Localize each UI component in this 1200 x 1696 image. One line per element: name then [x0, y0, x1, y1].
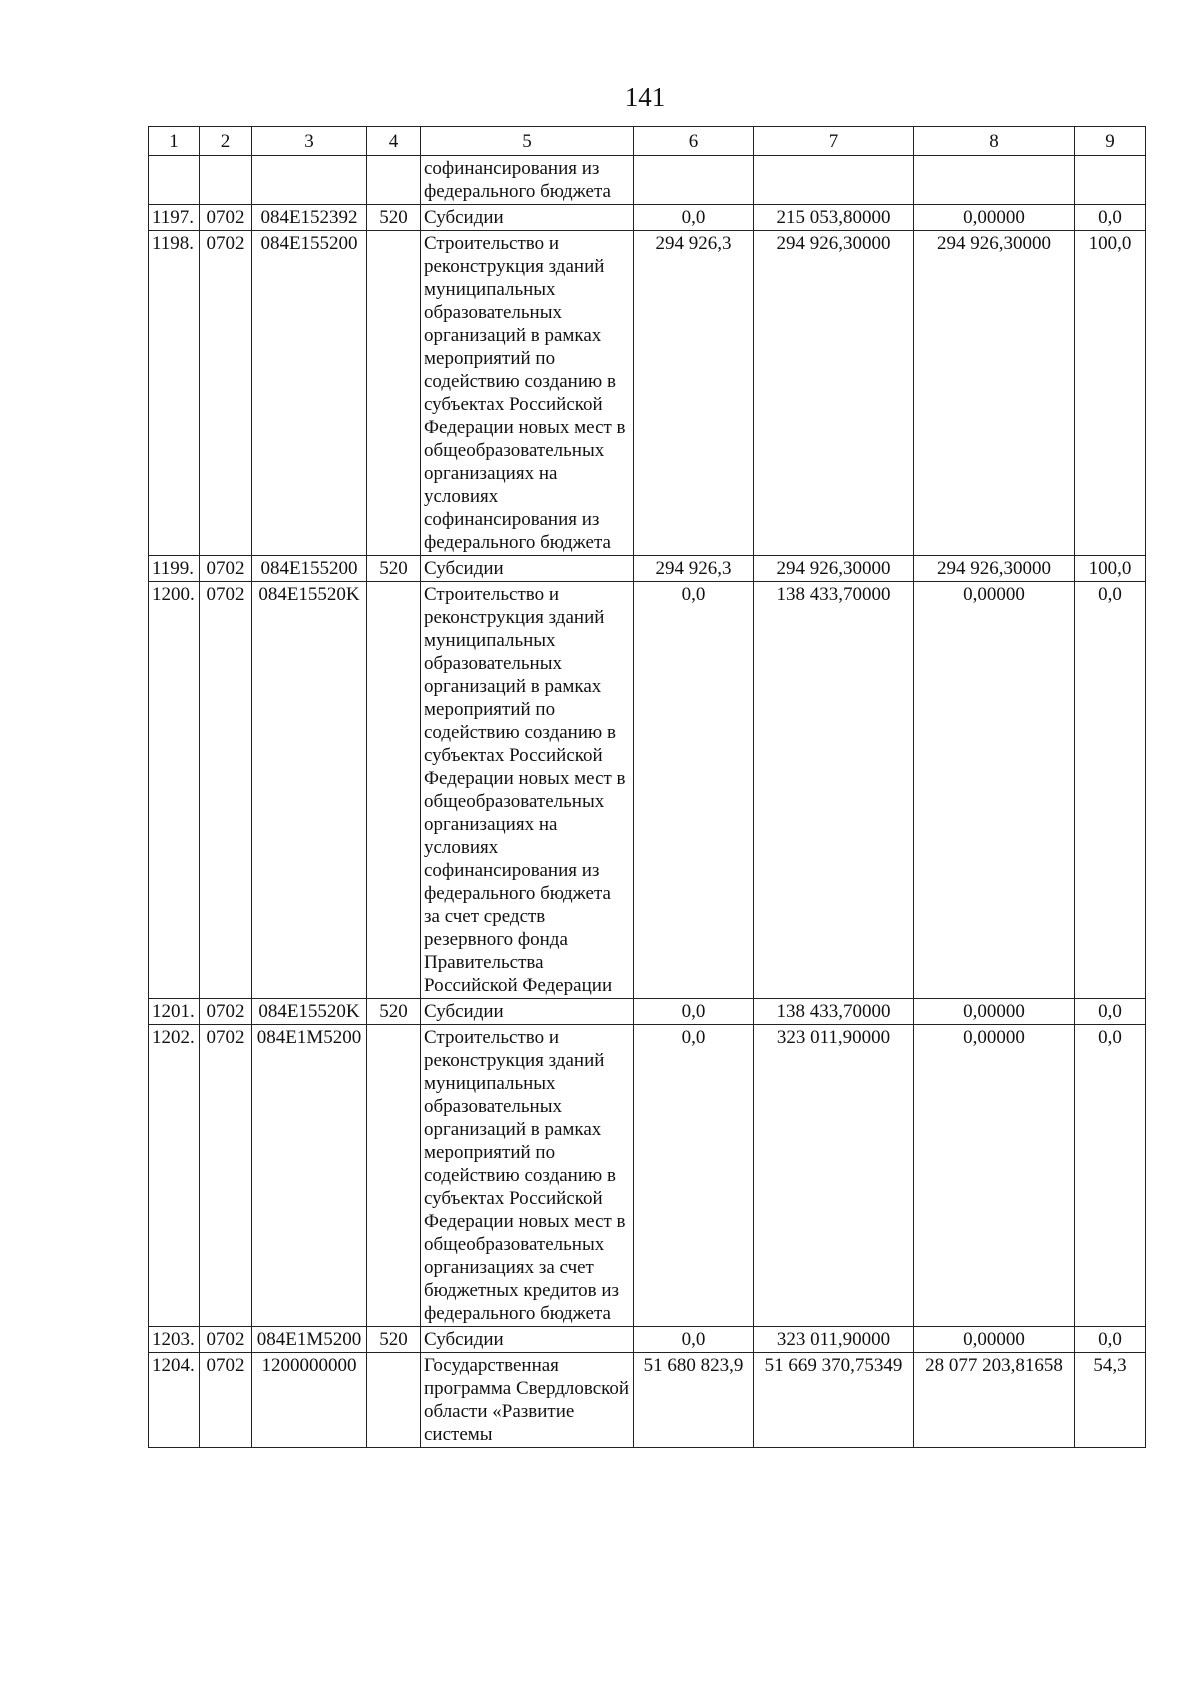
- percent-col9: 100,0: [1075, 556, 1146, 582]
- value-col8: 0,00000: [914, 999, 1075, 1025]
- section-code: 0702: [200, 205, 252, 231]
- table-row: [149, 582, 1146, 999]
- section-code: 0702: [200, 582, 252, 999]
- value-col6: 0,0: [634, 205, 754, 231]
- percent-col9: 0,0: [1075, 205, 1146, 231]
- item-name: Строительство и реконструкция зданий муниципальных образовательных организаций в рамках мероприятий по содействию созданию в субъектах Российской Федерации новых мест в общеобразовательных организациях на условиях софинансирования из федерального бюджета за счет средств резервного фонда Правительства Российской Федерации: [421, 582, 634, 999]
- percent-col9: 0,0: [1075, 582, 1146, 999]
- table-row: [149, 1327, 1146, 1353]
- col-header-1: 1: [149, 127, 200, 156]
- expense-kind: 520: [367, 205, 421, 231]
- percent-col9: 0,0: [1075, 1025, 1146, 1327]
- section-code: 0702: [200, 1327, 252, 1353]
- value-col8: 0,00000: [914, 1025, 1075, 1327]
- expense-kind: [367, 231, 421, 556]
- target-article-code: 084E15520K: [252, 999, 367, 1025]
- table-row: [149, 1025, 1146, 1327]
- target-article-code: 084E1M5200: [252, 1327, 367, 1353]
- value-col6: 294 926,3: [634, 231, 754, 556]
- row-number: 1202.: [149, 1025, 200, 1327]
- value-col7: 323 011,90000: [754, 1025, 914, 1327]
- target-article-code: [252, 156, 367, 205]
- value-col8: 28 077 203,81658: [914, 1353, 1075, 1448]
- section-code: 0702: [200, 1025, 252, 1327]
- value-col7: 294 926,30000: [754, 556, 914, 582]
- expense-kind: [367, 156, 421, 205]
- section-code: 0702: [200, 1353, 252, 1448]
- row-number: 1197.: [149, 205, 200, 231]
- value-col8: 0,00000: [914, 582, 1075, 999]
- expense-kind: 520: [367, 1327, 421, 1353]
- table-row: [149, 205, 1146, 231]
- value-col8: 294 926,30000: [914, 231, 1075, 556]
- value-col6: 0,0: [634, 1327, 754, 1353]
- target-article-code: 1200000000: [252, 1353, 367, 1448]
- section-code: 0702: [200, 999, 252, 1025]
- value-col6: 294 926,3: [634, 556, 754, 582]
- item-name: Государственная программа Свердловской области «Развитие системы: [421, 1353, 634, 1448]
- item-name: Строительство и реконструкция зданий муниципальных образовательных организаций в рамках мероприятий по содействию созданию в субъектах Российской Федерации новых мест в общеобразовательных организациях на условиях софинансирования из федерального бюджета: [421, 231, 634, 556]
- item-name: Субсидии: [421, 999, 634, 1025]
- table-row: [149, 1353, 1146, 1448]
- target-article-code: 084E152392: [252, 205, 367, 231]
- expense-kind: 520: [367, 556, 421, 582]
- value-col7: 294 926,30000: [754, 231, 914, 556]
- target-article-code: 084E155200: [252, 231, 367, 556]
- page-number: 141: [624, 82, 666, 112]
- col-header-9: 9: [1075, 127, 1146, 156]
- value-col7: 323 011,90000: [754, 1327, 914, 1353]
- value-col7: 138 433,70000: [754, 582, 914, 999]
- value-col7: 215 053,80000: [754, 205, 914, 231]
- section-code: 0702: [200, 231, 252, 556]
- expense-kind: [367, 1353, 421, 1448]
- col-header-8: 8: [914, 127, 1075, 156]
- expense-kind: [367, 1025, 421, 1327]
- col-header-6: 6: [634, 127, 754, 156]
- header-row: [149, 127, 1146, 156]
- value-col7: 51 669 370,75349: [754, 1353, 914, 1448]
- row-number: [149, 156, 200, 205]
- row-number: 1198.: [149, 231, 200, 556]
- value-col6: 51 680 823,9: [634, 1353, 754, 1448]
- percent-col9: 54,3: [1075, 1353, 1146, 1448]
- value-col6: [634, 156, 754, 205]
- value-col7: [754, 156, 914, 205]
- item-name: Субсидии: [421, 205, 634, 231]
- row-number: 1201.: [149, 999, 200, 1025]
- value-col6: 0,0: [634, 999, 754, 1025]
- col-header-2: 2: [200, 127, 252, 156]
- section-code: 0702: [200, 556, 252, 582]
- item-name: Строительство и реконструкция зданий муниципальных образовательных организаций в рамках мероприятий по содействию созданию в субъектах Российской Федерации новых мест в общеобразовательных организациях за счет бюджетных кредитов из федерального бюджета: [421, 1025, 634, 1327]
- col-header-7: 7: [754, 127, 914, 156]
- table-row: [149, 556, 1146, 582]
- col-header-3: 3: [252, 127, 367, 156]
- percent-col9: [1075, 156, 1146, 205]
- budget-table: [148, 126, 1146, 1448]
- table-row: [149, 156, 1146, 205]
- row-number: 1204.: [149, 1353, 200, 1448]
- col-header-4: 4: [367, 127, 421, 156]
- table-row: [149, 231, 1146, 556]
- item-name: Субсидии: [421, 556, 634, 582]
- item-name: софинансирования из федерального бюджета: [421, 156, 634, 205]
- percent-col9: 0,0: [1075, 999, 1146, 1025]
- item-name: Субсидии: [421, 1327, 634, 1353]
- value-col8: 294 926,30000: [914, 556, 1075, 582]
- value-col8: 0,00000: [914, 1327, 1075, 1353]
- target-article-code: 084E1M5200: [252, 1025, 367, 1327]
- value-col8: [914, 156, 1075, 205]
- target-article-code: 084E155200: [252, 556, 367, 582]
- col-header-5: 5: [421, 127, 634, 156]
- expense-kind: 520: [367, 999, 421, 1025]
- value-col6: 0,0: [634, 582, 754, 999]
- percent-col9: 100,0: [1075, 231, 1146, 556]
- expense-kind: [367, 582, 421, 999]
- row-number: 1203.: [149, 1327, 200, 1353]
- section-code: [200, 156, 252, 205]
- value-col6: 0,0: [634, 1025, 754, 1327]
- row-number: 1199.: [149, 556, 200, 582]
- target-article-code: 084E15520K: [252, 582, 367, 999]
- value-col7: 138 433,70000: [754, 999, 914, 1025]
- table-row: [149, 999, 1146, 1025]
- percent-col9: 0,0: [1075, 1327, 1146, 1353]
- value-col8: 0,00000: [914, 205, 1075, 231]
- row-number: 1200.: [149, 582, 200, 999]
